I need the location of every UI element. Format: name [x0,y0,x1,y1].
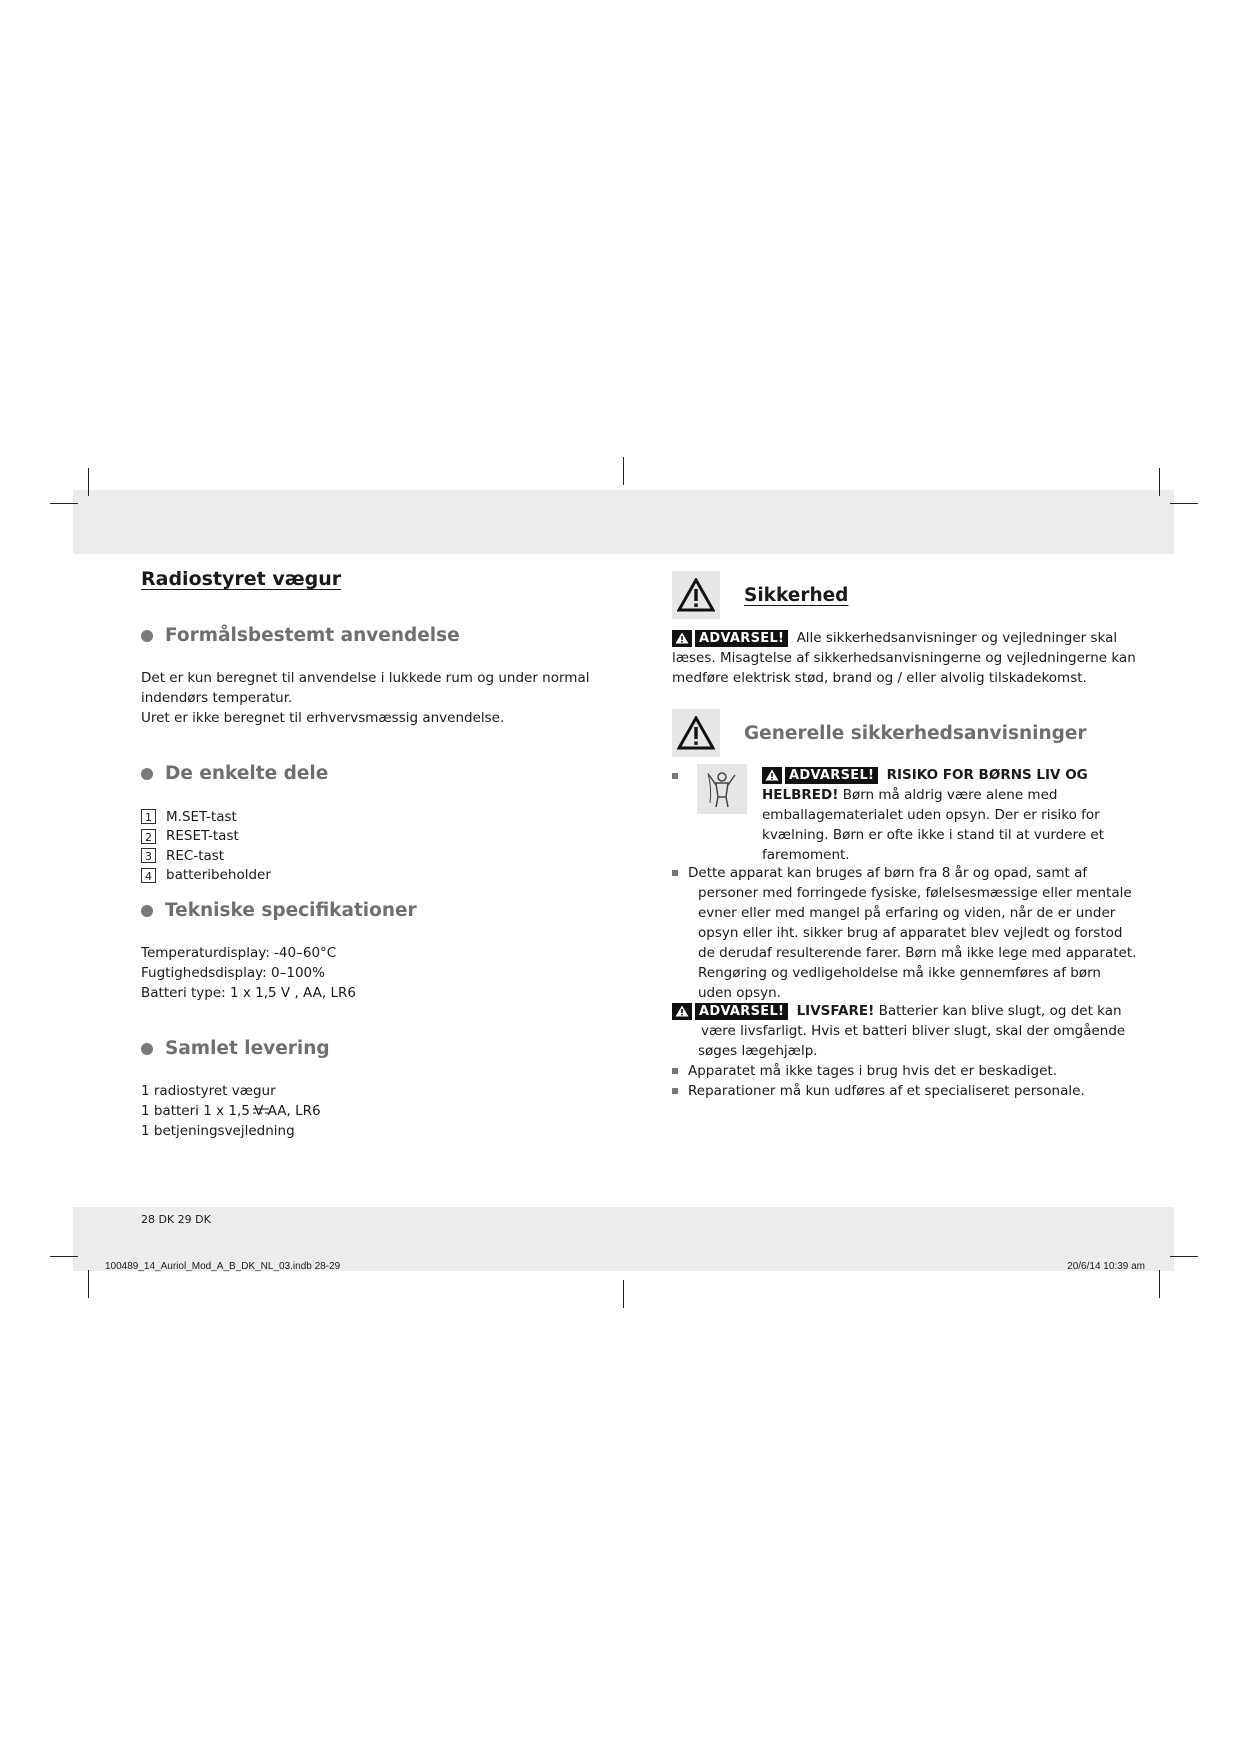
crop-mark [1159,468,1160,496]
safety-heading: Sikkerhed [744,585,849,606]
child-warning-text: ADVARSEL! RISIKO FOR BØRNS LIV OG HELBRED! Børn må aldrig være alene med emballagematerialet uden opsyn. Der er risiko for kvælning. Børn er ofte ikke i stand til at vurdere et faremoment. [762,767,1105,863]
delivery-heading: Samlet levering [141,1038,330,1059]
intended-use-heading: Formålsbestemt anvendelse [141,625,460,646]
battery-warning-text: ADVARSEL! LIVSFARE! Batterier kan blive slugt, og det kan være livsfarligt. Hvis et batteri bliver slugt, skal der omgående søges lægehjælp. [672,1001,1125,1061]
child-warning-icon [697,764,747,814]
list-item: 1 M.SET-tast [141,807,271,827]
dc-symbol-icon [252,1106,270,1116]
date-slug: 20/6/14 10:39 am [1067,1261,1145,1272]
crop-mark [623,457,624,485]
part-number: 3 [141,848,156,863]
crop-mark [88,468,89,496]
intended-use-text: Det er kun beregnet til anvendelse i lukkede rum og under normal indendørs temperatur. Uret er ikke beregnet til erhvervsmæssig anvendelse. [141,670,590,726]
bullet-square-icon [672,870,678,876]
list-item: 4 batteribeholder [141,866,271,886]
parts-list [141,807,271,885]
crop-mark [50,503,78,504]
part-number: 4 [141,868,156,883]
crop-mark [1170,503,1198,504]
closing-bullets [672,1061,1085,1101]
crop-mark [1170,1256,1198,1257]
advarsel-badge: ADVARSEL! [762,767,878,784]
bullet-dot-icon [141,1043,153,1055]
advarsel-badge: ADVARSEL! [672,630,788,647]
bullet-square-icon [672,1088,678,1094]
crop-mark [50,1256,78,1257]
warning-triangle-icon [762,767,782,784]
apparatus-text: Dette apparat kan bruges af børn fra 8 år og opad, samt af personer med forringede fysiske, følelsesmæssige eller mentale evner eller med mangel på erfaring og viden, når de er under opsyn eller iht. sikker brug af apparatet blev vejledt og forstod de derudaf resulterende farer. Børn må ikke lege med apparatet. Rengøring og vedligeholdelse må ikke gennemføres af børn uden opsyn. [672,863,1136,1003]
parts-heading: De enkelte dele [141,763,328,784]
specs-heading: Tekniske specifikationer [141,900,417,921]
file-slug: 100489_14_Auriol_Mod_A_B_DK_NL_03.indb 28-29 [105,1261,341,1272]
warning-triangle-icon [672,1003,692,1020]
warning-triangle-icon [672,571,720,619]
list-item: Reparationer må kun udføres af et specialiseret personale. [672,1081,1085,1101]
page-title: Radiostyret vægur [141,568,342,590]
advarsel-badge: ADVARSEL! [672,1003,788,1020]
crop-mark [88,1270,89,1298]
part-number: 1 [141,809,156,824]
safety-warning-text: ADVARSEL! Alle sikkerhedsanvisninger og vejledninger skal læses. Misagtelse af sikkerhedsanvisningerne og vejledningerne kan medføre elektrisk stød, brand og / eller alvolig tilskadekomst. [672,630,1136,686]
bullet-dot-icon [141,905,153,917]
crop-mark [1159,1270,1160,1298]
specs-text: Temperaturdisplay: -40–60°C Fugtighedsdisplay: 0–100% Batteri type: 1 x 1,5 V , AA, LR6 [141,945,356,1001]
delivery-text: 1 radiostyret vægur 1 batteri 1 x 1,5 V AA, LR6 1 betjeningsvejledning [141,1083,321,1139]
warning-triangle-icon [672,630,692,647]
bullet-square-icon [672,1068,678,1074]
bullet-dot-icon [141,630,153,642]
bullet-dot-icon [141,768,153,780]
page-numbers: 28 DK 29 DK [141,1213,211,1226]
list-item: 2 RESET-tast [141,827,271,847]
bullet-square-icon [672,773,678,779]
crop-mark [623,1280,624,1308]
list-item: Apparatet må ikke tages i brug hvis det er beskadiget. [672,1061,1085,1081]
header-band [73,490,1174,554]
list-item: 3 REC-tast [141,846,271,866]
warning-triangle-icon [672,709,720,757]
general-safety-heading: Generelle sikkerhedsanvisninger [744,723,1087,744]
part-number: 2 [141,829,156,844]
